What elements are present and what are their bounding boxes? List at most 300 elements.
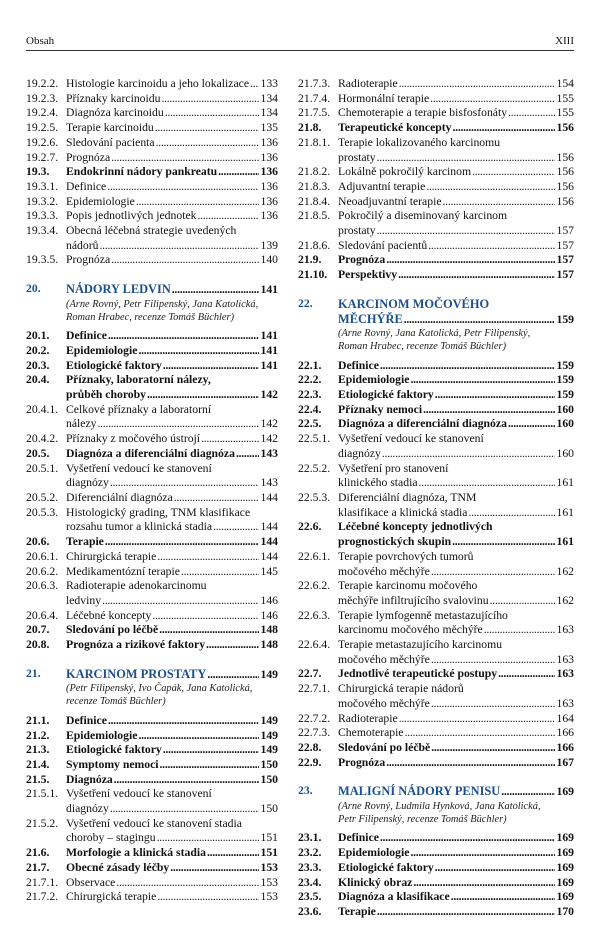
entry-page: 156 xyxy=(556,121,574,135)
entry-number: 19.3.1. xyxy=(26,179,59,193)
dot-leader xyxy=(380,831,556,846)
author-line: Roman Hrabec, recenze Tomáš Büchler) xyxy=(66,311,235,323)
dot-leader xyxy=(386,253,555,268)
entry-line xyxy=(338,550,574,565)
entry-title: Definice xyxy=(338,831,379,845)
entry-line xyxy=(338,876,574,891)
entry-line xyxy=(338,682,574,697)
dot-leader xyxy=(508,417,556,432)
dot-leader xyxy=(156,136,260,151)
entry-title: prostaty xyxy=(338,150,376,164)
entry-number: 20.3. xyxy=(26,358,50,372)
entry-line xyxy=(338,239,574,254)
toc-entry xyxy=(26,92,278,107)
entry-body xyxy=(338,359,574,374)
entry-title: Pokročilý a diseminovaný karcinom xyxy=(338,209,508,223)
entry-body xyxy=(338,373,574,388)
entry-body xyxy=(338,905,574,920)
entry-title: Terapie xyxy=(338,904,376,918)
toc-entry xyxy=(298,491,574,520)
entry-line xyxy=(66,329,278,344)
entry-page: 144 xyxy=(260,535,278,549)
entry-title: Chemoterapie xyxy=(338,726,404,740)
entry-page: 169 xyxy=(556,890,574,904)
chapter-authors xyxy=(338,801,574,826)
entry-line xyxy=(338,756,574,771)
entry-title: Etiologické faktory xyxy=(338,388,434,402)
entry-number: 20.4.2. xyxy=(26,432,59,446)
dot-leader xyxy=(163,359,260,374)
dot-leader xyxy=(405,726,556,741)
entry-number: 23.1. xyxy=(298,831,322,845)
dot-leader xyxy=(160,758,260,773)
toc-column-left xyxy=(26,77,278,905)
entry-page: 149 xyxy=(260,667,278,681)
entry-number: 21.8.4. xyxy=(298,194,331,208)
entry-line xyxy=(66,403,278,418)
dot-leader xyxy=(108,329,260,344)
entry-number: 22.7.1. xyxy=(298,682,331,696)
entry-title: Morfologie a klinická stadia xyxy=(66,846,206,860)
toc-chapter xyxy=(298,297,574,327)
entry-title: Popis jednotlivých jednotek xyxy=(66,209,197,223)
entry-body xyxy=(66,667,278,683)
entry-page: 156 xyxy=(556,194,574,208)
entry-line xyxy=(66,861,278,876)
entry-line xyxy=(338,388,574,403)
entry-title: Příznaky, laboratorní nálezy, xyxy=(66,373,211,387)
entry-title: Příznaky nemoci xyxy=(338,402,423,416)
entry-line xyxy=(66,609,278,624)
entry-title: Obecné zásady léčby xyxy=(66,860,170,874)
entry-number: 21.8.3. xyxy=(298,179,331,193)
entry-page: 159 xyxy=(556,358,574,372)
chapter-authors xyxy=(66,683,278,708)
entry-title: Epidemiologie xyxy=(66,343,138,357)
entry-number: 20.5.2. xyxy=(26,490,59,504)
author-line: Roman Hrabec, recenze Tomáš Büchler) xyxy=(338,340,507,352)
entry-line xyxy=(338,667,574,682)
entry-number: 22. xyxy=(298,296,313,310)
entry-line xyxy=(338,565,574,580)
entry-number: 20.5. xyxy=(26,446,50,460)
toc-entry xyxy=(298,121,574,136)
entry-number: 21.7.1. xyxy=(26,875,59,889)
entry-line xyxy=(66,729,278,744)
entry-page: 164 xyxy=(556,711,574,725)
entry-body xyxy=(338,579,574,608)
entry-title: MALIGNÍ NÁDORY PENISU xyxy=(338,784,501,799)
entry-title: Definice xyxy=(66,713,107,727)
entry-number: 19.3.5. xyxy=(26,253,59,267)
entry-body xyxy=(338,667,574,682)
entry-page: 146 xyxy=(260,593,278,607)
entry-title: KARCINOM PROSTATY xyxy=(66,666,207,681)
dot-leader xyxy=(431,697,556,712)
entry-number: 22.6.4. xyxy=(298,638,331,652)
entry-number: 20.2. xyxy=(26,343,50,357)
page-number: XIII xyxy=(555,35,574,47)
dot-leader xyxy=(386,756,555,771)
entry-title: Adjuvantní terapie xyxy=(338,179,426,193)
dot-leader xyxy=(410,373,555,388)
toc-chapter xyxy=(26,282,278,298)
entry-page: 136 xyxy=(260,209,278,223)
entry-number: 21. xyxy=(26,666,41,680)
entry-number: 20.4.1. xyxy=(26,402,59,416)
entry-page: 166 xyxy=(556,726,574,740)
toc-entry xyxy=(298,831,574,846)
entry-title: měchýře infiltrujícího svalovinu xyxy=(338,593,489,607)
entry-number: 22.3. xyxy=(298,388,322,402)
entry-body xyxy=(66,462,278,491)
entry-page: 144 xyxy=(260,549,278,563)
entry-body xyxy=(66,579,278,608)
dot-leader xyxy=(377,905,556,920)
entry-title: Terapie lokalizovaného karcinomu xyxy=(338,135,501,149)
entry-title: Definice xyxy=(338,358,379,372)
dot-leader xyxy=(108,714,260,729)
entry-body xyxy=(338,712,574,727)
entry-number: 20.6.1. xyxy=(26,549,59,563)
entry-body xyxy=(338,297,574,327)
dot-leader xyxy=(107,180,259,195)
entry-page: 148 xyxy=(260,623,278,637)
entry-page: 157 xyxy=(556,238,574,252)
entry-page: 157 xyxy=(556,253,574,267)
entry-number: 21.7.2. xyxy=(26,890,59,904)
entry-title: průběh choroby xyxy=(66,388,146,402)
entry-line xyxy=(66,432,278,447)
dot-leader xyxy=(138,344,259,359)
toc-entry xyxy=(26,209,278,224)
toc-entry xyxy=(26,787,278,816)
entry-number: 22.7. xyxy=(298,667,322,681)
entry-number: 23.2. xyxy=(298,846,322,860)
dot-leader xyxy=(111,151,259,166)
dot-leader xyxy=(472,165,555,180)
entry-number: 20.5.3. xyxy=(26,505,59,519)
entry-number: 22.7.2. xyxy=(298,711,331,725)
dot-leader xyxy=(157,831,260,846)
entry-line xyxy=(338,121,574,136)
entry-line xyxy=(338,268,574,283)
entry-title: Epidemiologie xyxy=(66,728,138,742)
entry-body xyxy=(66,743,278,758)
entry-page: 159 xyxy=(556,312,574,326)
toc-entry xyxy=(298,726,574,741)
entry-body xyxy=(66,565,278,580)
entry-title: klasifikace a klinická stadia xyxy=(338,505,468,519)
entry-title: Terapie karcinomu močového xyxy=(338,579,478,593)
dot-leader xyxy=(157,550,259,565)
toc-entry xyxy=(26,403,278,432)
entry-body xyxy=(66,165,278,180)
entry-title: Prognóza a rizikové faktory xyxy=(66,638,206,652)
dot-leader xyxy=(453,121,556,136)
toc-entry xyxy=(26,565,278,580)
toc-entry xyxy=(26,743,278,758)
dot-leader xyxy=(431,565,556,580)
entry-title: choroby – stagingu xyxy=(66,831,156,845)
entry-page: 159 xyxy=(556,388,574,402)
entry-number: 21.8.1. xyxy=(298,135,331,149)
entry-page: 159 xyxy=(556,373,574,387)
entry-number: 21.7.3. xyxy=(298,77,331,90)
entry-line xyxy=(66,565,278,580)
dot-leader xyxy=(172,283,260,298)
toc-entry xyxy=(26,638,278,653)
entry-line xyxy=(338,609,574,624)
entry-title: Terapie metastazujícího karcinomu xyxy=(338,638,503,652)
dot-leader xyxy=(161,92,259,107)
entry-number: 22.6.1. xyxy=(298,549,331,563)
toc-entry xyxy=(298,682,574,711)
entry-page: 169 xyxy=(556,860,574,874)
dot-leader xyxy=(207,846,260,861)
entry-number: 21.7.5. xyxy=(298,106,331,120)
entry-line xyxy=(66,388,278,403)
toc-entry xyxy=(26,447,278,462)
entry-body xyxy=(66,121,278,136)
entry-body xyxy=(66,106,278,121)
entry-body xyxy=(338,682,574,711)
entry-number: 21.7. xyxy=(26,860,50,874)
dot-leader xyxy=(147,388,259,403)
entry-number: 19.3.3. xyxy=(26,209,59,223)
entry-body xyxy=(66,876,278,891)
entry-body xyxy=(66,506,278,535)
entry-page: 144 xyxy=(260,490,278,504)
entry-line xyxy=(66,773,278,788)
chapter-authors xyxy=(66,299,278,324)
dot-leader xyxy=(484,623,556,638)
entry-number: 19.2.2. xyxy=(26,77,59,90)
entry-title: Epidemiologie xyxy=(338,373,410,387)
toc-entry xyxy=(298,403,574,418)
entry-page: 146 xyxy=(260,608,278,622)
toc-entry xyxy=(26,77,278,92)
entry-line xyxy=(66,180,278,195)
entry-line xyxy=(66,787,278,802)
toc-entry xyxy=(298,92,574,107)
dot-leader xyxy=(468,506,555,521)
entry-number: 21.8. xyxy=(298,121,322,135)
dot-leader xyxy=(377,224,556,239)
toc-entry xyxy=(26,180,278,195)
entry-body xyxy=(66,359,278,374)
dot-leader xyxy=(413,876,555,891)
entry-title: Terapie povrchových tumorů xyxy=(338,549,474,563)
entry-title: Diagnóza a diferenciální diagnóza xyxy=(338,417,507,431)
entry-page: 136 xyxy=(260,165,278,179)
entry-body xyxy=(338,253,574,268)
entry-body xyxy=(66,609,278,624)
entry-body xyxy=(66,432,278,447)
entry-line xyxy=(66,535,278,550)
toc-entry xyxy=(26,329,278,344)
author-line: Petr Filipenský, recenze Tomáš Büchler) xyxy=(338,813,507,825)
entry-page: 153 xyxy=(260,875,278,889)
dot-leader xyxy=(419,476,556,491)
entry-title: Diferenciální diagnóza, TNM xyxy=(338,490,477,504)
entry-number: 20.1. xyxy=(26,329,50,343)
toc-column-right xyxy=(298,77,574,920)
dot-leader xyxy=(114,773,260,788)
entry-title: diagnózy xyxy=(66,802,109,816)
toc-entry xyxy=(26,861,278,876)
entry-number: 22.4. xyxy=(298,402,322,416)
entry-number: 22.8. xyxy=(298,740,322,754)
entry-page: 150 xyxy=(260,802,278,816)
entry-page: 153 xyxy=(260,860,278,874)
toc-entry xyxy=(26,579,278,608)
dot-leader xyxy=(111,253,259,268)
entry-body xyxy=(338,831,574,846)
entry-number: 21.7.4. xyxy=(298,91,331,105)
toc-entry xyxy=(26,344,278,359)
dot-leader xyxy=(431,653,556,668)
entry-body xyxy=(338,462,574,491)
entry-line xyxy=(66,417,278,432)
entry-title: MĚCHÝŘE xyxy=(338,311,403,326)
entry-title: Histologie karcinoidu a jeho lokalizace xyxy=(66,77,250,90)
entry-line xyxy=(66,121,278,136)
entry-title: Diagnóza karcinoidu xyxy=(66,106,164,120)
dot-leader xyxy=(213,520,259,535)
entry-title: Etiologické faktory xyxy=(338,860,434,874)
toc-entry xyxy=(298,876,574,891)
dot-leader xyxy=(399,77,556,92)
entry-line xyxy=(66,743,278,758)
entry-line xyxy=(66,520,278,535)
toc-entry xyxy=(298,359,574,374)
entry-body xyxy=(338,239,574,254)
entry-body xyxy=(66,447,278,462)
toc-entry xyxy=(298,846,574,861)
entry-page: 157 xyxy=(556,224,574,238)
dot-leader xyxy=(430,92,555,107)
entry-line xyxy=(66,344,278,359)
entry-page: 139 xyxy=(260,238,278,252)
entry-line xyxy=(66,506,278,521)
entry-title: Observace xyxy=(66,875,116,889)
entry-number: 19.2.5. xyxy=(26,121,59,135)
entry-line xyxy=(338,224,574,239)
entry-body xyxy=(66,550,278,565)
entry-line xyxy=(66,151,278,166)
dot-leader xyxy=(155,121,260,136)
entry-line xyxy=(338,432,574,447)
entry-title: močového měchýře xyxy=(338,564,430,578)
entry-body xyxy=(66,638,278,653)
toc-entry xyxy=(298,890,574,905)
entry-body xyxy=(66,535,278,550)
entry-line xyxy=(66,476,278,491)
entry-title: Léčebné koncepty jednotlivých xyxy=(338,520,493,534)
entry-page: 163 xyxy=(556,667,574,681)
dot-leader xyxy=(159,623,259,638)
toc-entry xyxy=(298,106,574,121)
toc-entry xyxy=(298,268,574,283)
toc-entry xyxy=(26,550,278,565)
entry-title: Terapeutické koncepty xyxy=(338,121,452,135)
entry-page: 160 xyxy=(556,446,574,460)
dot-leader xyxy=(174,491,260,506)
dot-leader xyxy=(426,180,555,195)
entry-body xyxy=(66,373,278,402)
entry-title: Prognóza xyxy=(338,755,386,769)
dot-leader xyxy=(508,106,555,121)
entry-number: 20. xyxy=(26,282,41,296)
entry-number: 22.5.2. xyxy=(298,461,331,475)
toc-entry xyxy=(298,462,574,491)
dot-leader xyxy=(105,535,260,550)
entry-title: Jednotlivé terapeutické postupy xyxy=(338,667,498,681)
entry-number: 19.2.3. xyxy=(26,91,59,105)
entry-line xyxy=(338,846,574,861)
entry-body xyxy=(66,136,278,151)
toc-entry xyxy=(298,180,574,195)
entry-line xyxy=(66,106,278,121)
entry-title: Vyšetření vedoucí ke stanovení xyxy=(338,432,484,446)
entry-page: 141 xyxy=(260,329,278,343)
entry-line xyxy=(338,180,574,195)
entry-title: Sledování po léčbě xyxy=(66,623,159,637)
entry-line xyxy=(338,151,574,166)
entry-line xyxy=(66,594,278,609)
entry-title: nálezy xyxy=(66,417,97,431)
entry-line xyxy=(66,667,278,683)
entry-line xyxy=(338,697,574,712)
toc-entry xyxy=(26,890,278,905)
dot-leader xyxy=(198,209,260,224)
entry-number: 21.8.6. xyxy=(298,238,331,252)
dot-leader xyxy=(250,77,259,92)
entry-page: 151 xyxy=(260,846,278,860)
entry-line xyxy=(338,253,574,268)
entry-number: 22.6.2. xyxy=(298,579,331,593)
toc-entry xyxy=(26,609,278,624)
entry-line xyxy=(338,638,574,653)
entry-body xyxy=(66,491,278,506)
entry-title: Prognóza xyxy=(66,150,111,164)
author-line: (Petr Filipenský, Ivo Čapák, Jana Katolická, xyxy=(66,683,253,695)
dot-leader xyxy=(218,165,259,180)
dot-leader xyxy=(110,476,260,491)
toc-entry xyxy=(298,579,574,608)
toc-entry xyxy=(298,77,574,92)
entry-page: 163 xyxy=(556,623,574,637)
entry-title: Histologický grading, TNM klasifikace xyxy=(66,505,251,519)
dot-leader xyxy=(98,417,260,432)
entry-title: Sledování pacienta xyxy=(66,135,155,149)
entry-body xyxy=(66,714,278,729)
entry-page: 160 xyxy=(556,417,574,431)
entry-line xyxy=(66,224,278,239)
entry-page: 150 xyxy=(260,757,278,771)
entry-line xyxy=(66,195,278,210)
entry-page: 143 xyxy=(260,476,278,490)
entry-page: 154 xyxy=(556,77,574,90)
entry-title: ledviny xyxy=(66,593,102,607)
entry-title: Terapie karcinoidu xyxy=(66,121,154,135)
entry-title: prostaty xyxy=(338,224,376,238)
entry-title: klinického stadia xyxy=(338,476,418,490)
entry-line xyxy=(338,77,574,92)
entry-page: 133 xyxy=(260,77,278,90)
entry-line xyxy=(66,165,278,180)
